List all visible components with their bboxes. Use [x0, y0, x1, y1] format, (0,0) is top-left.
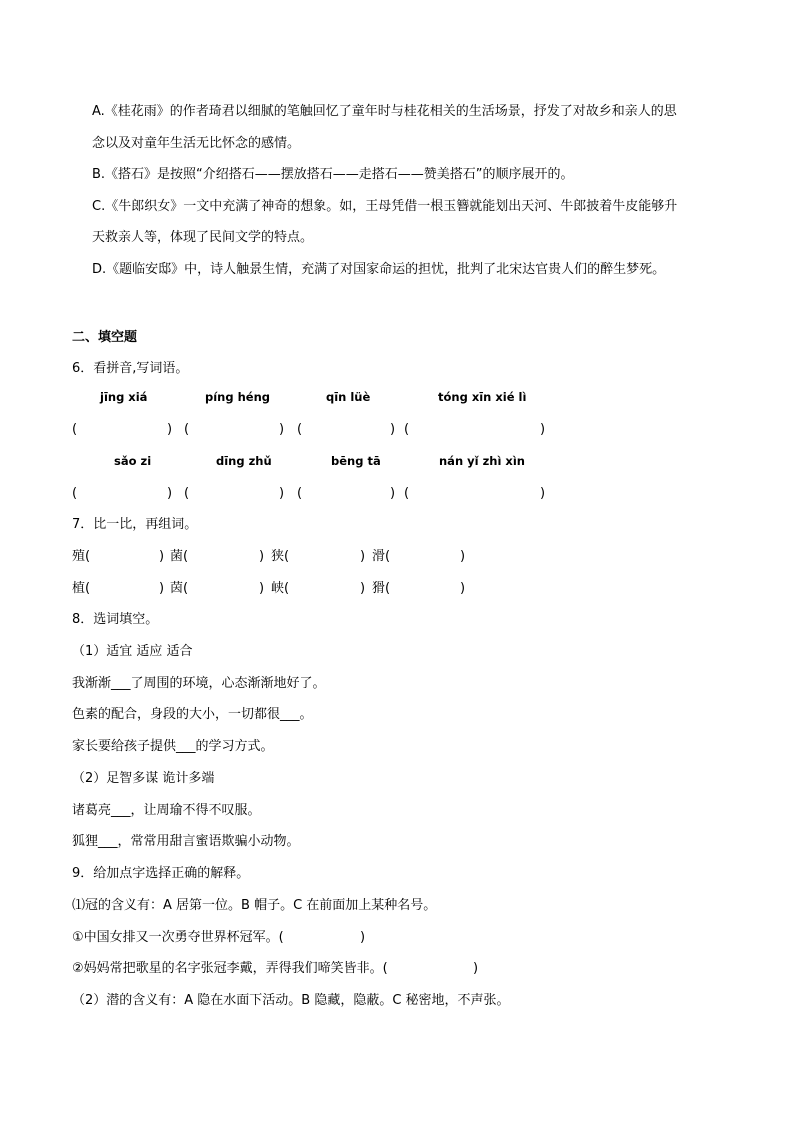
char-cell: 狭( — [271, 549, 290, 564]
paren-close: ) — [390, 486, 396, 501]
q9-item: ②妈妈常把歌星的名字张冠李戴，弄得我们啼笑皆非。( — [72, 961, 388, 976]
paren-close: ) — [360, 930, 366, 945]
paren-close: ) — [167, 486, 173, 501]
char-cell: 茵( — [170, 581, 189, 596]
char-cell: 猾( — [372, 581, 391, 596]
pinyin-6: dīng zhǔ — [216, 454, 272, 468]
paren-close: ) — [540, 422, 546, 437]
paren-open: ( — [184, 486, 190, 501]
paren-open: ( — [184, 422, 190, 437]
paren-close: ) — [540, 486, 546, 501]
paren-close: ) — [473, 961, 479, 976]
char-cell: 菌( — [170, 549, 189, 564]
paren-open: ( — [297, 486, 303, 501]
paren-close: ) — [259, 549, 265, 564]
q8-part1-options: （1）适宜 适应 适合 — [72, 644, 193, 659]
paren-close: ) — [159, 549, 165, 564]
pinyin-8: nán yǐ zhì xìn — [439, 454, 525, 468]
pinyin-3: qīn lüè — [326, 390, 371, 404]
option-c-line2: 天救亲人等，体现了民间文学的特点。 — [92, 230, 314, 245]
q8-sentence: 色素的配合，身段的大小，一切都很___。 — [72, 707, 313, 722]
pinyin-4: tóng xīn xié lì — [438, 390, 527, 404]
paren-close: ) — [460, 549, 466, 564]
q9-item: ①中国女排又一次勇夺世界杯冠军。( — [72, 930, 284, 945]
paren-close: ) — [167, 422, 173, 437]
char-cell: 峡( — [271, 581, 290, 596]
paren-open: ( — [404, 486, 410, 501]
pinyin-2: píng héng — [205, 390, 271, 404]
q7-title: 7．比一比，再组词。 — [72, 517, 198, 532]
q8-title: 8．选词填空。 — [72, 612, 159, 627]
q8-sentence: 诸葛亮___，让周瑜不得不叹服。 — [72, 803, 261, 818]
paren-close: ) — [360, 581, 366, 596]
option-d: D.《题临安邸》中，诗人触景生情，充满了对国家命运的担忧，批判了北宋达官贵人们的醉生梦死。 — [92, 262, 666, 277]
section-heading: 二、填空题 — [72, 330, 138, 345]
option-c-line1: C.《牛郎织女》一文中充满了神奇的想象。如，王母凭借一根玉簪就能划出天河、牛郎披着牛皮能够升 — [92, 199, 678, 214]
paren-close: ) — [279, 486, 285, 501]
paren-close: ) — [360, 549, 366, 564]
q9-part1-definition: ⑴冠的含义有：A 居第一位。B 帽子。C 在前面加上某种名号。 — [72, 898, 437, 913]
q6-title: 6．看拼音,写词语。 — [72, 361, 189, 376]
paren-close: ) — [279, 422, 285, 437]
pinyin-1: jīng xiá — [100, 390, 148, 404]
q9-title: 9．给加点字选择正确的解释。 — [72, 866, 250, 881]
char-cell: 植( — [72, 581, 91, 596]
paren-close: ) — [259, 581, 265, 596]
q8-sentence: 狐狸___，常常用甜言蜜语欺骗小动物。 — [72, 834, 300, 849]
paren-open: ( — [297, 422, 303, 437]
char-cell: 滑( — [372, 549, 391, 564]
char-cell: 殖( — [72, 549, 91, 564]
q8-part2-options: （2）足智多谋 诡计多端 — [72, 771, 215, 786]
paren-close: ) — [390, 422, 396, 437]
q9-part2-definition: （2）潜的含义有：A 隐在水面下活动。B 隐藏，隐蔽。C 秘密地，不声张。 — [72, 993, 510, 1008]
pinyin-7: bēng tā — [331, 454, 381, 468]
paren-open: ( — [404, 422, 410, 437]
paren-open: ( — [72, 422, 78, 437]
paren-open: ( — [72, 486, 78, 501]
option-a-line2: 念以及对童年生活无比怀念的感情。 — [92, 136, 301, 151]
paren-close: ) — [159, 581, 165, 596]
q8-sentence: 家长要给孩子提供___的学习方式。 — [72, 739, 274, 754]
option-b: B.《搭石》是按照“介绍搭石——摆放搭石——走搭石——赞美搭石”的顺序展开的。 — [92, 167, 574, 182]
paren-close: ) — [460, 581, 466, 596]
option-a-line1: A.《桂花雨》的作者琦君以细腻的笔触回忆了童年时与桂花相关的生活场景，抒发了对故乡和亲人的思 — [92, 104, 677, 119]
pinyin-5: sǎo zi — [114, 454, 152, 468]
q8-sentence: 我渐渐___了周围的环境，心态渐渐地好了。 — [72, 676, 326, 691]
